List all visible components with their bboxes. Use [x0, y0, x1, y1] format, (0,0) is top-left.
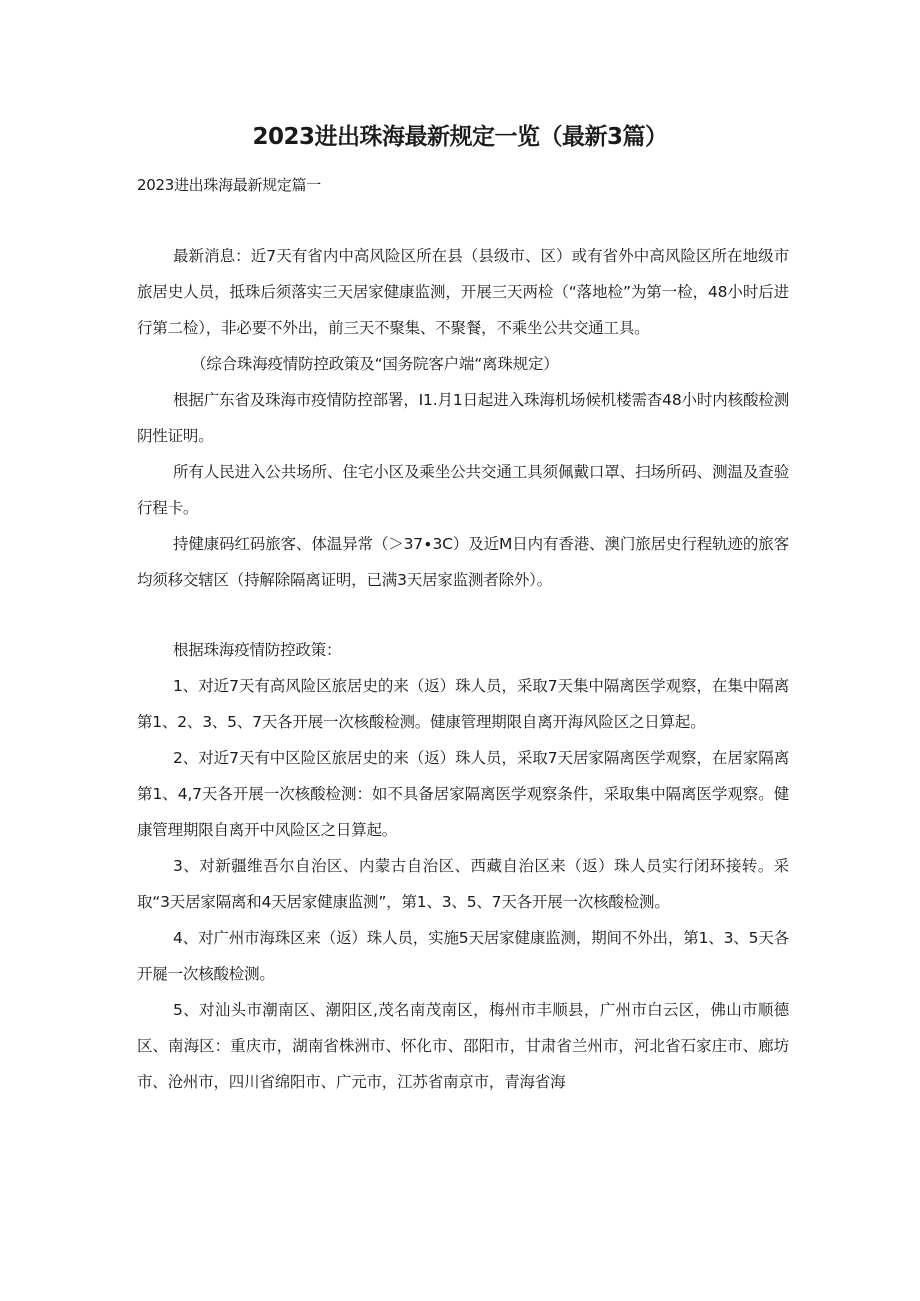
document-title: 2023进出珠海最新规定一览（最新3篇）	[252, 124, 668, 150]
paragraph-policy-intro: 根据珠海疫情防控政策：	[173, 641, 342, 659]
paragraph-public-places: 所有人民进入公共场所、住宅小区及乘坐公共交通工具须佩戴口罩、扫场所码、测温及查验行程卡。	[137, 463, 789, 517]
document-body	[137, 238, 789, 1100]
list-item-high-risk: 1、对近7天有高风险区旅居史的来（返）珠人员，采取7天集中隔离医学观察，在集中隔离第1、2、3、5、7天各开展一次核酸检测。健康管理期限自离开海风险区之日算起。	[137, 677, 789, 731]
section-heading: 2023进出珠海最新规定篇一	[137, 176, 321, 194]
list-item-haizhu: 4、对广州市海珠区来（返）珠人员，实施5天居家健康监测，期间不外出，第1、3、5天各开屣一次核酸检测。	[137, 929, 789, 983]
list-item-medium-risk: 2、对近7天有中区险区旅居史的来（返）珠人员，采取7天居家隔离医学观察，在居家隔离第1、4,7天各开展一次核酸检测：如不具备居家隔离医学观察条件，采取集中隔离医学观察。健康管理期限自离开中风险区之日算起。	[137, 749, 789, 839]
paragraph-latest-news: 最新消息：近7天有省内中高风险区所在县（县级市、区）或有省外中高风险区所在地级市旅居史人员，抵珠后须落实三天居家健康监测，开展三天两检（“落地检”为第一检，48小时后进行第二检），非必要不外出，前三天不聚集、不聚餐，不乘坐公共交通工具。	[137, 247, 789, 337]
paragraph-red-code: 持健康码红码旅客、体温异常（＞37∙3C）及近M日内有香港、澳门旅居史行程轨迹的旅客均须移交辖区（持解除隔离证明，已满3天居家监测者除外）。	[137, 535, 789, 589]
paragraph-airport-rule: 根据广东省及珠海市疫情防控部署，I1.月1日起进入珠海机场候机楼需杳48小时内核酸检测阴性证明。	[137, 391, 789, 445]
paragraph-source-note: （综合珠海疫情防控政策及“国务院客户端“离珠规定）	[191, 355, 559, 373]
list-item-closed-loop: 3、对新疆维吾尔自治区、内蒙古自治区、西藏自治区来（返）珠人员实行闭环接转。采取“3天居家隔离和4天居家健康监测”，第1、3、5、7天各开展一次核酸检测。	[137, 857, 789, 911]
list-item-regions: 5、对汕头市潮南区、潮阳区,茂名南茂南区，梅州市丰顺县，广州市白云区，佛山市顺德区、南海区：重庆市，湖南省株洲市、怀化市、邵阳市，甘肃省兰州市，河北省石家庄市、廊坊市、沧州市，四川省绵阳市、广元市，江苏省南京市，青海省海	[137, 1001, 789, 1091]
section-spacer	[137, 598, 789, 632]
